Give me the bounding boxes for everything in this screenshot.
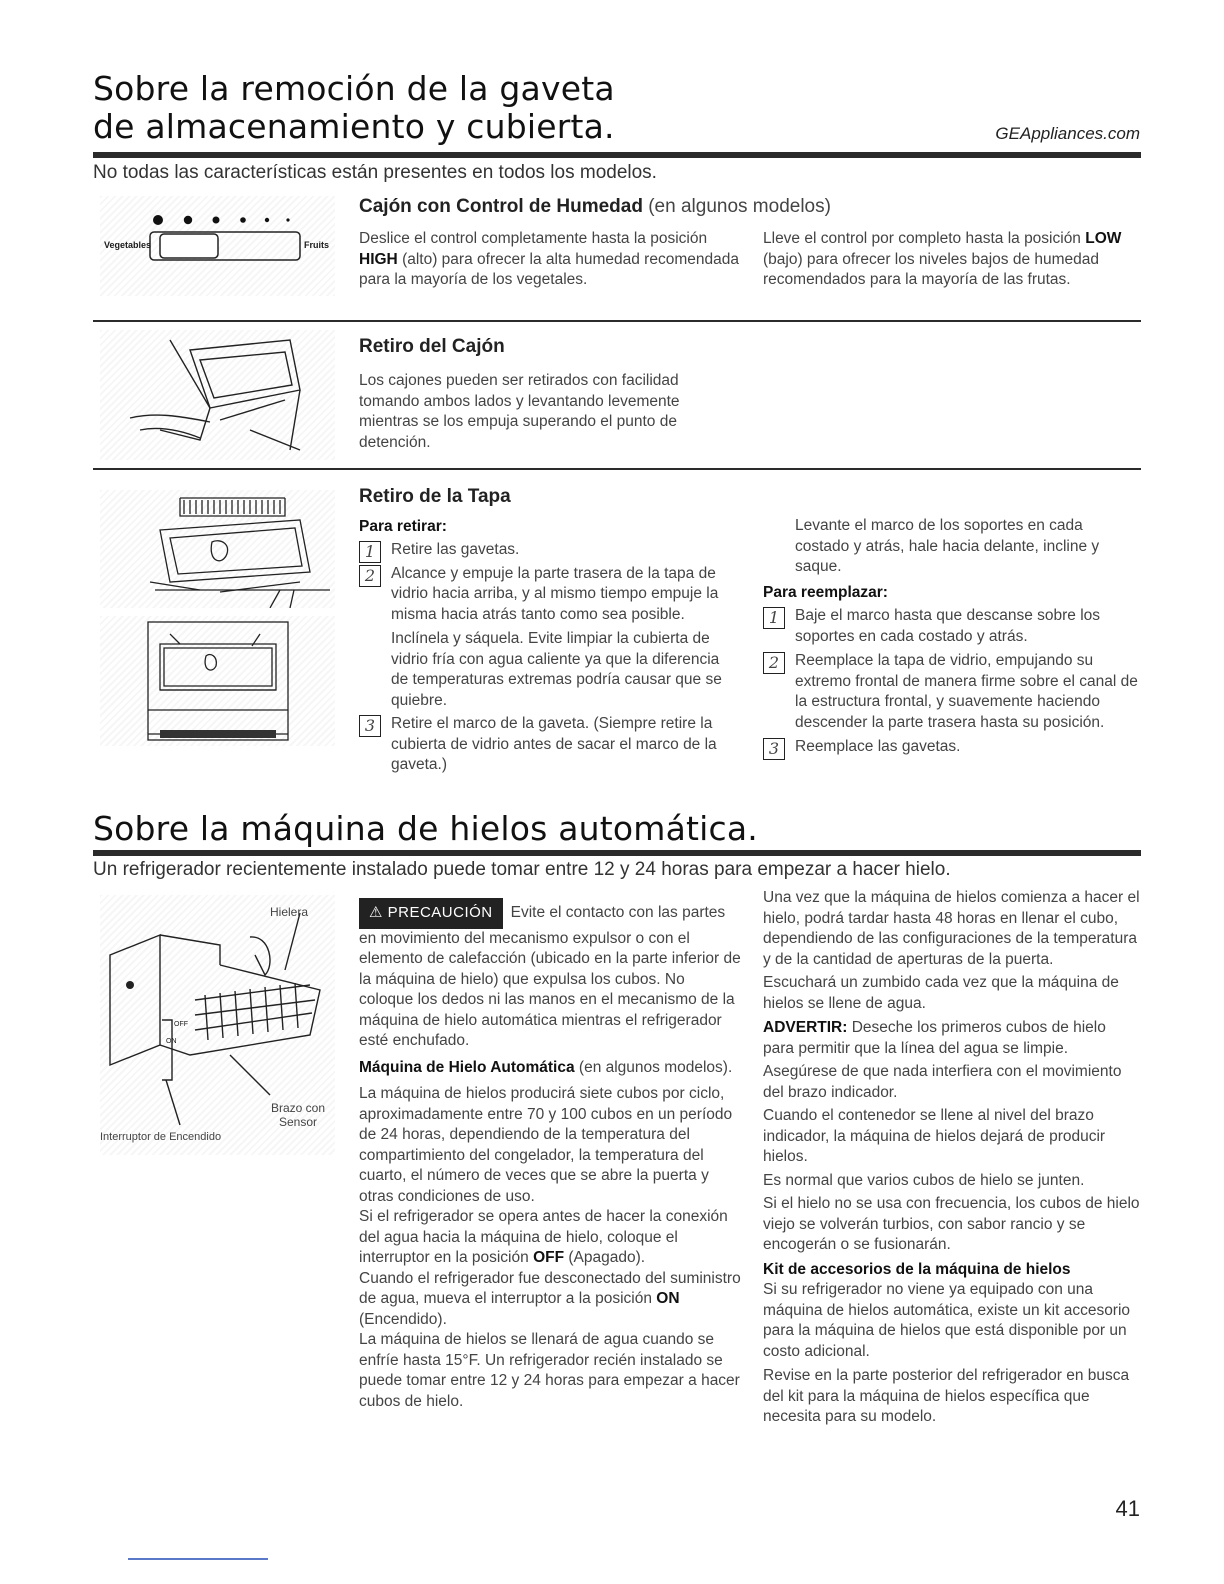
icemaker-r3 <box>763 1018 1141 1059</box>
humidity-title <box>359 196 831 218</box>
icemaker-rule <box>93 850 1141 856</box>
icemaker-p1: La máquina de hielos producirá siete cubos por ciclo, aproximadamente entre 70 y 100 cubos en un período de 24 horas, dependiendo de la temperatura del compartimiento del congelador, la temperatura del cuarto, el número de veces que se abre la puerta y otras condiciones de uso. <box>359 1085 733 1205</box>
icemaker-right-column <box>763 888 1141 1428</box>
step-number: 3 <box>359 715 381 737</box>
cover-frame-illustration <box>100 616 335 746</box>
drawer-removal-figure <box>100 330 335 460</box>
p2-pre: Si el refrigerador se opera antes de hacer la conexión del agua hacia la máquina de hielo, coloque el interruptor en la posición <box>359 1208 728 1266</box>
auto-title <box>359 1058 741 1079</box>
step-text: Reemplace las gavetas. <box>795 738 961 755</box>
drawer-illustration <box>100 330 335 460</box>
cover-tilt-figure <box>100 490 335 608</box>
icemaker-r5: Cuando el contenedor se llene al nivel del brazo indicador, la máquina de hielos dejará de producir hielos. <box>763 1107 1106 1165</box>
step-number: 2 <box>359 565 381 587</box>
cover-tilt-illustration <box>100 490 335 608</box>
cover-title: Retiro de la Tapa <box>359 486 511 507</box>
humidity-control-figure <box>100 196 335 296</box>
replace-step-2 <box>763 651 1141 733</box>
drawer-text: Los cajones pueden ser retirados con facilidad tomando ambos lados y levantando levemente mientras se los empuja superando el punto de detención. <box>359 372 680 451</box>
caution-block <box>359 898 741 1412</box>
website-link[interactable]: GEAppliances.com <box>995 124 1140 143</box>
warning-icon: ⚠ <box>369 904 383 921</box>
bottom-accent-line <box>128 1558 268 1560</box>
humidity-low-post: (bajo) para ofrecer los niveles bajos de humedad recomendados para la mayoría de las frutas. <box>763 250 1100 288</box>
drawer-title: Retiro del Cajón <box>359 336 505 357</box>
bin-label: Hielera <box>270 905 309 919</box>
humidity-high-text <box>359 229 741 291</box>
icemaker-r2: Escuchará un zumbido cada vez que la máquina de hielos se llene de agua. <box>763 974 1119 1012</box>
auto-title-text: Máquina de Hielo Automática <box>359 1058 575 1076</box>
fruits-label: Fruits <box>304 240 330 250</box>
p3-post: (Encendido). <box>359 1310 447 1328</box>
r3-key: ADVERTIR: <box>763 1019 848 1036</box>
page-title <box>93 70 615 146</box>
icemaker-figure <box>100 895 335 1155</box>
icemaker-p2 <box>359 1207 741 1269</box>
icemaker-r4: Asegúrese de que nada interfiera con el movimiento del brazo indicador. <box>763 1063 1122 1101</box>
step-number: 1 <box>359 541 381 563</box>
humidity-title-suffix: (en algunos modelos) <box>648 196 831 217</box>
icemaker-r6: Es normal que varios cubos de hielo se junten. <box>763 1171 1085 1189</box>
replace-title: Para reemplazar: <box>763 584 888 601</box>
step-text: Baje el marco hasta que descanse sobre los soportes en cada costado y atrás. <box>795 607 1101 645</box>
page-number: 41 <box>1115 1496 1140 1521</box>
step-number: 2 <box>763 652 785 674</box>
p2-key: OFF <box>533 1249 565 1266</box>
kit-title: Kit de accesorios de la máquina de hielos <box>763 1260 1071 1278</box>
replace-step-3 <box>763 737 1141 758</box>
switch-label: Interruptor de Encendido <box>100 1131 222 1143</box>
cover-frame-figure <box>100 616 335 746</box>
step-text: Reemplace la tapa de vidrio, empujando su extremo frontal de manera firme sobre el canal de la estructura frontal, y suavemente haciendo descender la parte trasera hasta su posición. <box>795 652 1138 731</box>
icemaker-r7: Si el hielo no se usa con frecuencia, los cubos de hielo viejo se volverán turbios, con sabor rancio y se encogerán o se fusionarán. <box>763 1195 1140 1253</box>
humidity-high-pre: Deslice el control completamente hasta la posición <box>359 230 708 247</box>
icemaker-intro: Un refrigerador recientemente instalado puede tomar entre 12 y 24 horas para empezar a hacer hielo. <box>93 859 951 880</box>
icemaker-r1: Una vez que la máquina de hielos comienza a hacer el hielo, podrá tardar hasta 48 horas en llenar el cubo, dependiendo de las configuraciones de la temperatura y de la cantidad de aperturas de la puerta. <box>763 889 1140 968</box>
step-text: Retire el marco de la gaveta. (Siempre retire la cubierta de vidrio antes de sacar el marco de la gaveta.) <box>391 715 717 773</box>
replace-step-1 <box>763 606 1141 647</box>
humidity-low-pre: Lleve el control por completo hasta la posición <box>763 230 1081 247</box>
caution-label: PRECAUCIÓN <box>387 904 493 921</box>
caution-text: Evite el contacto con las partes en movimiento del mecanismo expulsor o con el elemento de calefacción (ubicado en la parte inferior de la máquina de hielo) que expulsa los cubos. No coloque los dedos ni las manos en el mecanismo de la máquina de hielo automática mientras el refrigerador esté enchufado. <box>359 904 741 1049</box>
remove-title: Para retirar: <box>359 518 447 535</box>
remove-step-3 <box>359 714 739 776</box>
auto-title-suffix: (en algunos modelos). <box>578 1058 733 1076</box>
off-label: OFF <box>174 1021 188 1028</box>
step-number: 3 <box>763 738 785 760</box>
models-note: No todas las características están presentes en todos los modelos. <box>93 162 657 183</box>
humidity-high-post: (alto) para ofrecer la alta humedad recomendada para la mayoría de los vegetales. <box>359 250 739 288</box>
p3-key: ON <box>656 1290 680 1307</box>
replace-steps <box>763 606 1141 758</box>
p3-pre: Cuando el refrigerador fue desconectado del suministro de agua, mueva el interruptor a la posición <box>359 1269 741 1307</box>
remove-step-1 <box>359 540 739 561</box>
icemaker-p3 <box>359 1269 741 1331</box>
step-text: Alcance y empuje la parte trasera de la tapa de vidrio hacia arriba, y al mismo tiempo empuje la misma hacia atrás tanto como sea posible. <box>391 564 719 623</box>
on-label: ON <box>166 1038 177 1045</box>
divider-2 <box>93 468 1141 470</box>
remove-step-2 <box>359 564 739 626</box>
header-rule <box>93 152 1141 158</box>
p2-post: (Apagado). <box>568 1249 646 1266</box>
step-text: Retire las gavetas. <box>391 541 520 558</box>
step-number: 1 <box>763 607 785 629</box>
title-line-1: Sobre la remoción de la gaveta <box>93 69 615 108</box>
humidity-low-text <box>763 229 1141 291</box>
kit-text-2: Revise en la parte posterior del refrigerador en busca del kit para la máquina de hielos específica que necesita para su modelo. <box>763 1367 1130 1425</box>
kit-text-1: Si su refrigerador no viene ya equipado con una máquina de hielos automática, existe un kit accesorio para la máquina de hielos que está disponible por un costo adicional. <box>763 1281 1131 1360</box>
icemaker-p4: La máquina de hielos se llenará de agua cuando se enfríe hasta 15°F. Un refrigerador recién instalado se puede tomar entre 12 y 24 horas para empezar a hacer cubos de hielo. <box>359 1331 740 1410</box>
icemaker-title: Sobre la máquina de hielos automática. <box>93 809 758 848</box>
remove-extra: Inclínela y sáquela. Evite limpiar la cubierta de vidrio fría con agua caliente ya que la diferencia de temperaturas extremas podría causar que se quiebre. <box>391 630 722 709</box>
r3-text: Deseche los primeros cubos de hielo para permitir que la línea del agua se limpie. <box>763 1019 1106 1057</box>
divider-1 <box>93 320 1141 322</box>
arm-label: Brazo con Sensor <box>270 1101 326 1129</box>
title-line-2: de almacenamiento y cubierta. <box>93 107 615 146</box>
caution-badge <box>359 898 503 929</box>
vegetables-label: Vegetables <box>104 240 152 250</box>
lift-text: Levante el marco de los soportes en cada costado y atrás, hale hacia delante, incline y saque. <box>795 517 1100 575</box>
humidity-low-key: LOW <box>1085 230 1122 247</box>
remove-steps <box>359 540 739 776</box>
humidity-title-text: Cajón con Control de Humedad <box>359 196 643 217</box>
humidity-high-key: HIGH <box>359 250 398 268</box>
